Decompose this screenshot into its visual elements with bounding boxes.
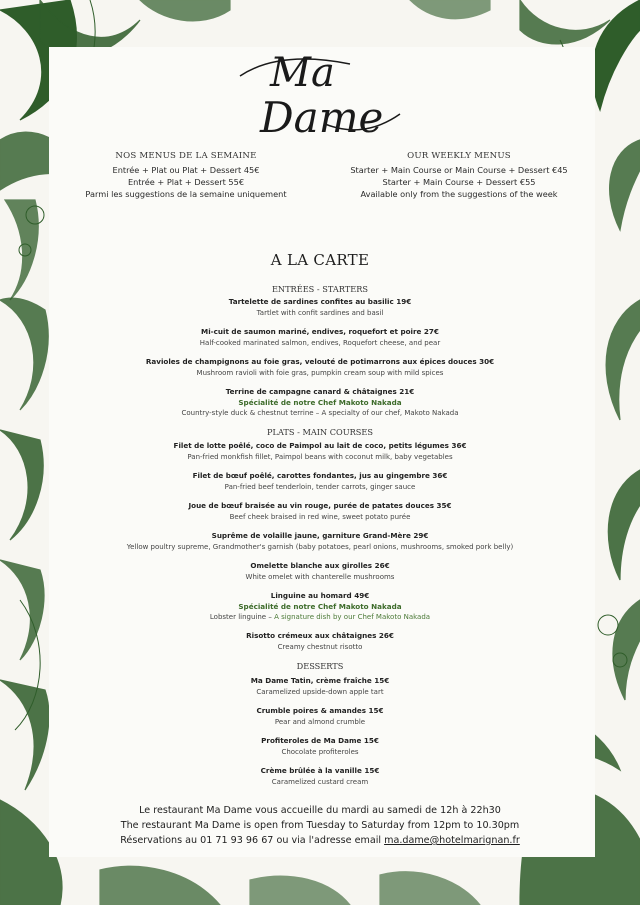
dish-translation: Caramelized custard cream [271, 777, 369, 786]
a-la-carte-title: A LA CARTE [270, 251, 370, 269]
dish-translation: Tartlet with confit sardines and basil [256, 308, 384, 317]
weekly-menu-en-heading: OUR WEEKLY MENUS [407, 151, 511, 161]
weekly-menu-fr [60, 150, 312, 200]
menu-item [50, 591, 590, 623]
dish-name: Ma Dame Tatin, crème fraîche 15€ [250, 676, 390, 685]
menu-item [50, 297, 590, 318]
menu-item [50, 561, 590, 582]
ma-dame-logo [230, 46, 410, 142]
menu-item [50, 706, 590, 727]
weekly-menu-fr-line: Entrée + Plat ou Plat + Dessert 45€ [112, 165, 260, 175]
dish-translation: Chocolate profiteroles [281, 747, 359, 756]
section-desserts-heading: DESSERTS [296, 661, 344, 671]
dish-translation: Pan-fried beef tenderloin, tender carrots, ginger sauce [224, 482, 416, 491]
dish-translation: Half-cooked marinated salmon, endives, Roquefort cheese, and pear [199, 338, 441, 347]
weekly-menu-en-line: Available only from the suggestions of the week [360, 189, 558, 199]
menu-item [50, 357, 590, 378]
menu-item [50, 387, 590, 419]
menu-item [50, 501, 590, 522]
dish-name: Suprême de volaille jaune, garniture Grand-Mère 29€ [211, 531, 429, 540]
menu-item [50, 736, 590, 757]
chef-specialty: Spécialité de notre Chef Makoto Nakada [238, 397, 402, 407]
weekly-menu-en-line: Starter + Main Course or Main Course + Dessert €45 [350, 165, 568, 175]
dish-name: Omelette blanche aux girolles 26€ [250, 561, 390, 570]
opening-hours-en: The restaurant Ma Dame is open from Tuesday to Saturday from 12pm to 10.30pm [120, 820, 520, 831]
dish-translation: Yellow poultry supreme, Grandmother's garnish (baby potatoes, pearl onions, mushrooms, smoked pork belly) [126, 542, 514, 551]
dish-translation: Beef cheek braised in red wine, sweet potato purée [229, 512, 411, 521]
dish-name: Mi-cuit de saumon mariné, endives, roquefort et poire 27€ [201, 327, 439, 336]
dish-translation: Pan-fried monkfish fillet, Paimpol beans with coconut milk, baby vegetables [187, 452, 453, 461]
weekly-menu-en [334, 150, 584, 200]
dish-translation-text: Lobster linguine – [209, 613, 275, 621]
email-link[interactable]: ma.dame@hotelmarignan.fr [384, 835, 520, 846]
menu-item [50, 327, 590, 348]
dish-translation [50, 612, 590, 623]
weekly-menu-en-line: Starter + Main Course + Dessert €55 [382, 177, 536, 187]
menu-item [50, 531, 590, 552]
weekly-menu-fr-line: Parmi les suggestions de la semaine uniquement [85, 189, 287, 199]
section-mains-heading: PLATS - MAIN COURSES [267, 427, 373, 437]
dish-translation: Pear and almond crumble [274, 717, 366, 726]
chef-specialty: Spécialité de notre Chef Makoto Nakada [238, 601, 402, 611]
menu-item [50, 631, 590, 652]
opening-hours-footer [60, 803, 580, 848]
dish-name: Linguine au homard 49€ [270, 591, 370, 600]
dish-name: Crème brûlée à la vanille 15€ [260, 766, 380, 775]
weekly-menu-fr-line: Entrée + Plat + Dessert 55€ [127, 177, 245, 187]
svg-text:Dame: Dame [260, 93, 384, 142]
dish-name: Filet de bœuf poêlé, carottes fondantes, jus au gingembre 36€ [192, 471, 448, 480]
menu-item [50, 676, 590, 697]
reservation-line [60, 833, 580, 848]
opening-hours-fr: Le restaurant Ma Dame vous accueille du mardi au samedi de 12h à 22h30 [139, 805, 501, 816]
dish-translation: Mushroom ravioli with foie gras, pumpkin cream soup with mild spices [196, 368, 444, 377]
dish-name: Tartelette de sardines confites au basilic 19€ [228, 297, 412, 306]
svg-text:Ma: Ma [270, 50, 335, 96]
dish-translation: Caramelized upside-down apple tart [256, 687, 384, 696]
menu-item [50, 766, 590, 787]
dish-name: Crumble poires & amandes 15€ [256, 706, 384, 715]
weekly-menu-fr-heading: NOS MENUS DE LA SEMAINE [115, 151, 257, 161]
dish-translation: White omelet with chanterelle mushrooms [245, 572, 395, 581]
menu-item [50, 441, 590, 462]
reservation-text: Réservations au 01 71 93 96 67 ou via l'adresse email [120, 835, 385, 846]
chef-signature-note: A signature dish by our Chef Makoto Nakada [274, 613, 431, 621]
dish-name: Risotto crémeux aux châtaignes 26€ [246, 631, 394, 640]
dish-name: Profiteroles de Ma Dame 15€ [261, 736, 379, 745]
dish-name: Ravioles de champignons au foie gras, velouté de potimarrons aux épices douces 30€ [145, 357, 495, 366]
menu-item [50, 471, 590, 492]
dish-translation: Country-style duck & chestnut terrine – A specialty of our chef, Makoto Nakada [181, 409, 459, 417]
dish-name: Joue de bœuf braisée au vin rouge, purée de patates douces 35€ [188, 501, 452, 510]
section-starters-heading: ENTRÉES - STARTERS [271, 284, 369, 294]
dish-translation: Creamy chestnut risotto [277, 642, 363, 651]
dish-name: Terrine de campagne canard & châtaignes 21€ [225, 387, 415, 396]
dish-name: Filet de lotte poêlé, coco de Paimpol au lait de coco, petits légumes 36€ [173, 441, 467, 450]
